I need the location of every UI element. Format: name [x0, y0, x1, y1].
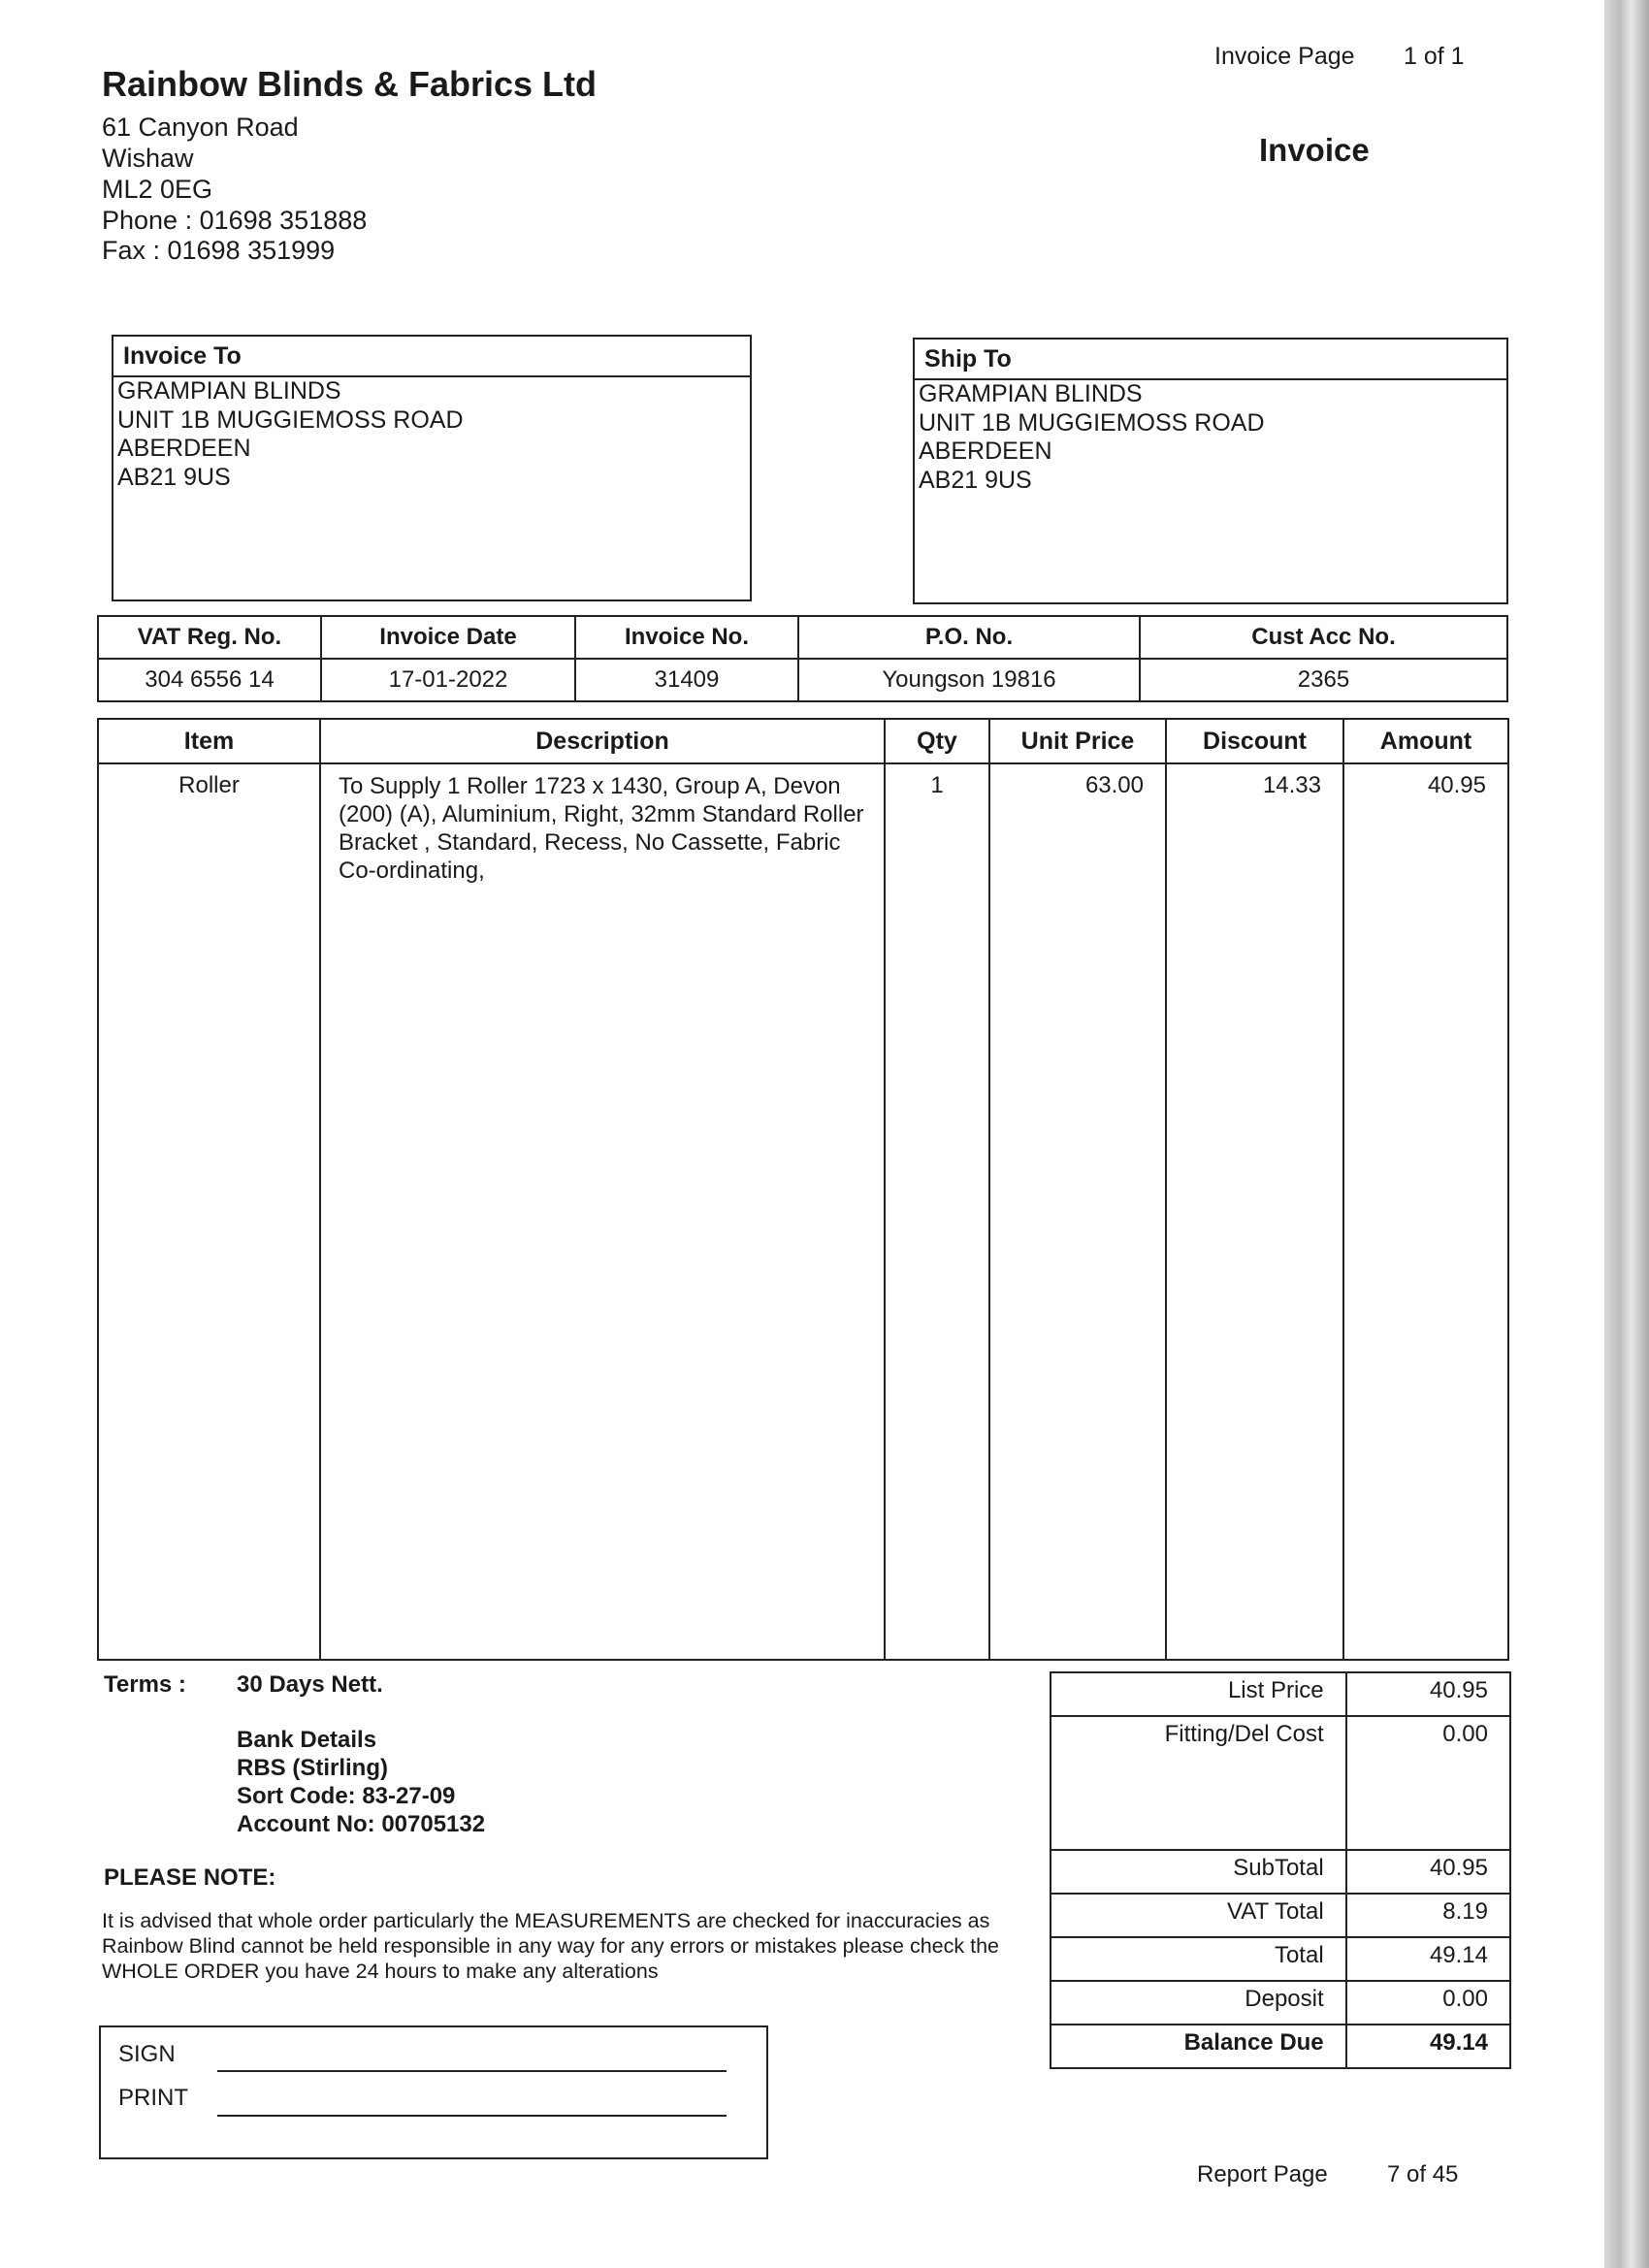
fitting-cost-label: Fitting/Del Cost [1051, 1716, 1346, 1850]
ship-to-line: GRAMPIAN BLINDS [919, 380, 1143, 407]
invoice-date-value: 17-01-2022 [321, 659, 575, 701]
unit-price-column-header: Unit Price [989, 719, 1166, 763]
qty-cell: 1 [885, 763, 989, 1660]
totals-row [1051, 1937, 1510, 1981]
bank-name: RBS (Stirling) [237, 1755, 388, 1781]
description-column-header: Description [320, 719, 885, 763]
signature-box [99, 2025, 768, 2159]
totals-row [1051, 1716, 1510, 1850]
deposit-label: Deposit [1051, 1981, 1346, 2025]
vat-total-label: VAT Total [1051, 1894, 1346, 1937]
invoice-to-box [112, 335, 752, 601]
unit-price-cell: 63.00 [989, 763, 1166, 1660]
item-cell: Roller [98, 763, 320, 1660]
sort-code: Sort Code: 83-27-09 [237, 1783, 456, 1809]
item-column-header: Item [98, 719, 320, 763]
deposit-value: 0.00 [1346, 1981, 1510, 2025]
ship-to-label: Ship To [915, 340, 1506, 380]
description-cell: To Supply 1 Roller 1723 x 1430, Group A, Devon (200) (A), Aluminium, Right, 32mm Standard Roller Bracket , Standard, Recess, No Cassette, Fabric Co-ordinating, [320, 763, 885, 1660]
print-label: PRINT [118, 2085, 188, 2111]
balance-due-label: Balance Due [1051, 2025, 1346, 2068]
invoice-to-line: UNIT 1B MUGGIEMOSS ROAD [117, 405, 464, 434]
total-label: Total [1051, 1937, 1346, 1981]
fitting-cost-value: 0.00 [1346, 1716, 1510, 1850]
invoice-date-header: Invoice Date [321, 616, 575, 659]
balance-due-value: 49.14 [1346, 2025, 1510, 2068]
sign-line[interactable] [217, 2070, 727, 2072]
discount-cell: 14.33 [1166, 763, 1343, 1660]
totals-row [1051, 1850, 1510, 1894]
sign-label: SIGN [118, 2041, 176, 2067]
report-page-label: Report Page [1197, 2161, 1328, 2187]
totals-row [1051, 1672, 1510, 1716]
please-note-text: It is advised that whole order particularly the MEASUREMENTS are checked for inaccuracies as Rainbow Blind cannot be held responsible in any way for any errors or mistakes please check the WHOLE ORDER you have 24 hours to make any alterations [102, 1909, 999, 1983]
amount-column-header: Amount [1343, 719, 1508, 763]
amount-cell: 40.95 [1343, 763, 1508, 1660]
vat-total-value: 8.19 [1346, 1894, 1510, 1937]
list-price-label: List Price [1051, 1672, 1346, 1716]
company-address-line: 61 Canyon Road [102, 113, 299, 142]
vat-reg-header: VAT Reg. No. [98, 616, 321, 659]
please-note-title: PLEASE NOTE: [104, 1864, 276, 1891]
list-price-value: 40.95 [1346, 1672, 1510, 1716]
report-page-value: 7 of 45 [1387, 2161, 1459, 2187]
total-value: 49.14 [1346, 1937, 1510, 1981]
invoice-info-table [97, 615, 1508, 702]
invoice-to-line: ABERDEEN [117, 435, 251, 462]
scanned-page-edge [1604, 0, 1649, 2268]
company-address-line: ML2 0EG [102, 175, 213, 204]
company-address-line: Wishaw [102, 144, 194, 173]
invoice-to-line: GRAMPIAN BLINDS [117, 377, 341, 405]
ship-to-line: AB21 9US [919, 466, 1032, 494]
totals-row [1051, 2025, 1510, 2068]
invoice-page-label: Invoice Page [1214, 43, 1355, 70]
print-line[interactable] [217, 2115, 727, 2117]
terms-label: Terms : [104, 1671, 186, 1698]
terms-value: 30 Days Nett. [237, 1671, 383, 1698]
ship-to-line: ABERDEEN [919, 437, 1052, 465]
totals-row [1051, 1894, 1510, 1937]
invoice-to-line: AB21 9US [117, 463, 231, 491]
ship-to-line: UNIT 1B MUGGIEMOSS ROAD [919, 408, 1265, 437]
company-phone: Phone : 01698 351888 [102, 206, 368, 235]
subtotal-value: 40.95 [1346, 1850, 1510, 1894]
po-no-value: Youngson 19816 [798, 659, 1140, 701]
cust-acc-value: 2365 [1140, 659, 1507, 701]
subtotal-label: SubTotal [1051, 1850, 1346, 1894]
ship-to-box [913, 338, 1508, 604]
totals-row [1051, 1981, 1510, 2025]
cust-acc-header: Cust Acc No. [1140, 616, 1507, 659]
qty-column-header: Qty [885, 719, 989, 763]
line-items-table [97, 718, 1509, 1661]
discount-column-header: Discount [1166, 719, 1343, 763]
account-number: Account No: 00705132 [237, 1811, 486, 1837]
invoice-page-value: 1 of 1 [1404, 43, 1465, 70]
vat-reg-value: 304 6556 14 [98, 659, 321, 701]
invoice-no-value: 31409 [575, 659, 798, 701]
document-title: Invoice [1259, 132, 1370, 168]
invoice-to-label: Invoice To [113, 337, 750, 377]
table-row [98, 763, 1508, 1660]
po-no-header: P.O. No. [798, 616, 1140, 659]
bank-details-title: Bank Details [237, 1727, 377, 1753]
company-fax: Fax : 01698 351999 [102, 236, 336, 265]
company-name: Rainbow Blinds & Fabrics Ltd [102, 64, 598, 104]
totals-table [1050, 1671, 1511, 2069]
invoice-no-header: Invoice No. [575, 616, 798, 659]
